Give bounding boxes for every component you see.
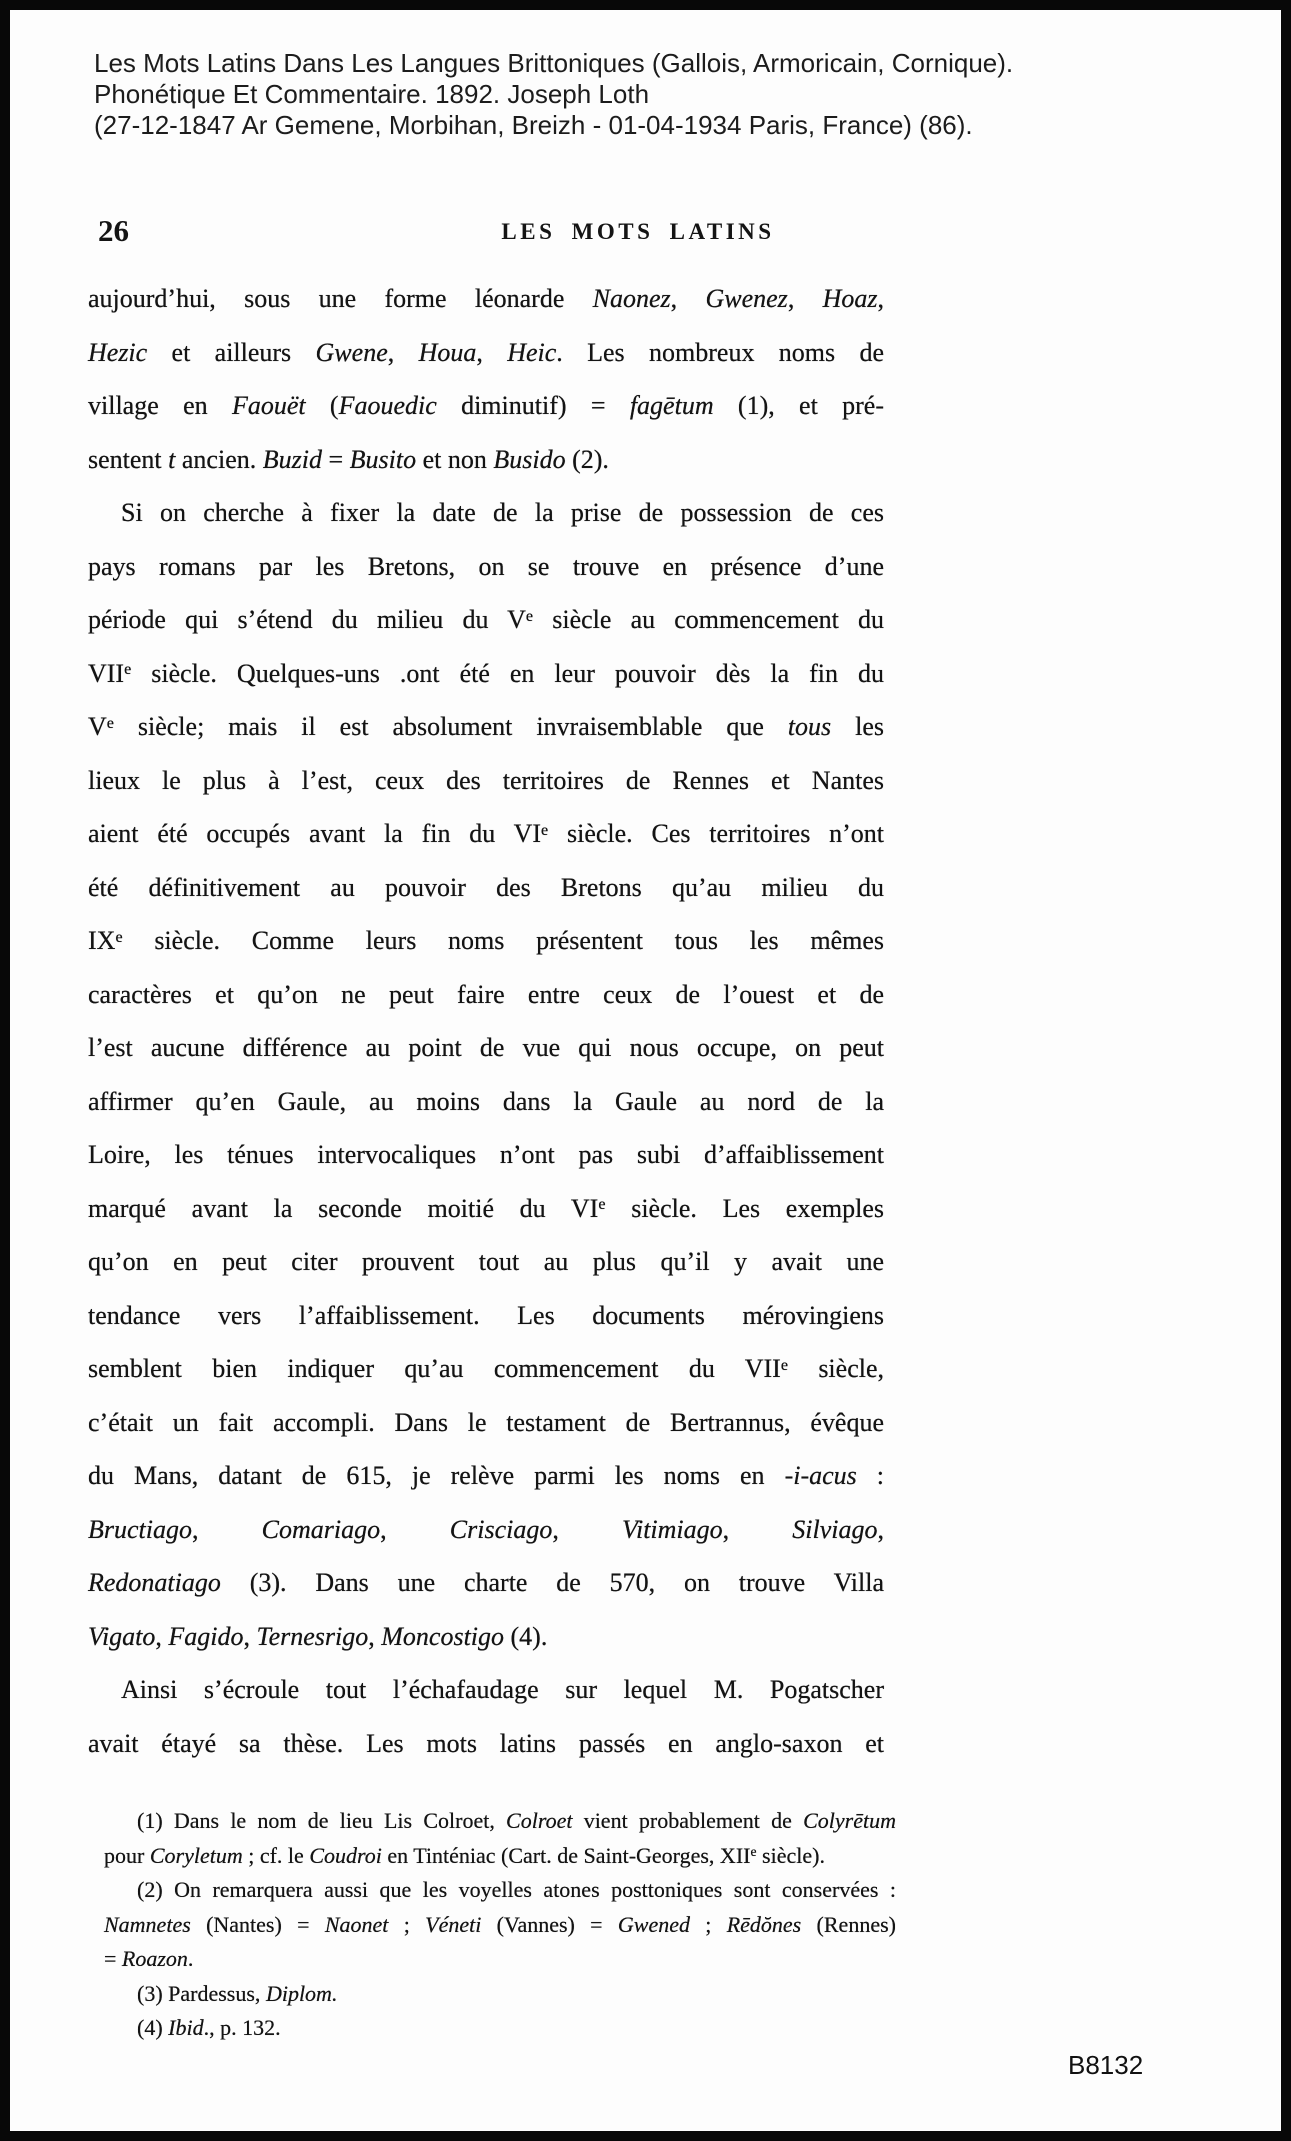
body-text-line: Ainsi s’écroule tout l’échafaudage sur lequel M. Pogatscher [121, 1675, 884, 1704]
body-text-line: Hezic et ailleurs Gwene, Houa, Heic. Les nombreux noms de [88, 337, 885, 367]
bibliographic-header-line-3: (27-12-1847 Ar Gemene, Morbihan, Breizh - 01-04-1934 Paris, France) (86). [94, 110, 973, 140]
body-text-line: Redonatiago (3). Dans une charte de 570, on trouve Villa [88, 1568, 884, 1597]
body-text [88, 272, 884, 1770]
body-text-line: sentent t ancien. Buzid = Busito et non Busido (2). [88, 444, 609, 474]
body-text-line: caractères et qu’on ne peut faire entre ceux de l’ouest et de [88, 979, 884, 1009]
catalog-number: B8132 [1068, 2050, 1144, 2080]
footnote-line: (1) Dans le nom de lieu Lis Colroet, Colroet vient probablement de Colyrētum [137, 1808, 896, 1833]
body-text-line: Vigato, Fagido, Ternesrigo, Moncostigo (4). [88, 1621, 548, 1651]
body-text-line: qu’on en peut citer prouvent tout au plus qu’il y avait une [88, 1247, 884, 1276]
body-text-line: IXe siècle. Comme leurs noms présentent tous les mêmes [88, 926, 884, 955]
footnote-line: (4) Ibid., p. 132. [137, 2015, 281, 2040]
page-number: 26 [98, 213, 129, 248]
bibliographic-header [94, 48, 1013, 141]
body-text-line: pays romans par les Bretons, on se trouve en présence d’une [88, 551, 884, 581]
body-text-line: village en Faouët (Faouedic diminutif) = fagētum (1), et pré- [88, 391, 884, 420]
body-text-line: Bructiago, Comariago, Crisciago, Vitimiago, Silviago, [88, 1514, 885, 1544]
body-text-line: marqué avant la seconde moitié du VIe siècle. Les exemples [88, 1193, 884, 1223]
body-text-line: Loire, les ténues intervocaliques n’ont pas subi d’affaiblissement [88, 1140, 884, 1169]
body-text-line: Ve siècle; mais il est absolument invraisemblable que tous les [88, 712, 884, 741]
footnote-line: = Roazon. [104, 1946, 194, 1971]
running-title: LES MOTS LATINS [501, 219, 775, 244]
bibliographic-header-line-2: Phonétique Et Commentaire. 1892. Joseph Loth [94, 79, 650, 109]
body-text-line: c’était un fait accompli. Dans le testament de Bertrannus, évêque [88, 1407, 884, 1437]
body-text-line: VIIe siècle. Quelques-uns .ont été en leur pouvoir dès la fin du [88, 658, 884, 688]
body-text-line: tendance vers l’affaiblissement. Les documents mérovingiens [88, 1300, 884, 1330]
body-text-line: du Mans, datant de 615, je relève parmi les noms en -i-acus : [88, 1461, 884, 1490]
footnotes [104, 1804, 896, 2046]
body-text-line: avait étayé sa thèse. Les mots latins passés en anglo-saxon et [88, 1728, 884, 1758]
body-text-line: l’est aucune différence au point de vue qui nous occupe, on peut [88, 1033, 884, 1062]
body-text-line: aient été occupés avant la fin du VIe siècle. Ces territoires n’ont [88, 819, 885, 848]
footnote-line: pour Coryletum ; cf. le Coudroi en Tinténiac (Cart. de Saint-Georges, XIIe siècle). [104, 1842, 825, 1868]
bibliographic-header-line-1: Les Mots Latins Dans Les Langues Brittoniques (Gallois, Armoricain, Cornique). [94, 48, 1014, 78]
body-text-line: affirmer qu’en Gaule, au moins dans la Gaule au nord de la [88, 1086, 884, 1116]
footnote-line: (2) On remarquera aussi que les voyelles atones posttoniques sont conservées : [137, 1877, 896, 1902]
body-text-line: semblent bien indiquer qu’au commencement du VIIe siècle, [88, 1354, 885, 1383]
footnote-line: (3) Pardessus, Diplom. [137, 1980, 338, 2006]
footnote-line: Namnetes (Nantes) = Naonet ; Véneti (Vannes) = Gwened ; Rēdŏnes (Rennes) [104, 1911, 896, 1937]
body-text-line: période qui s’étend du milieu du Ve siècle au commencement du [88, 605, 884, 634]
body-text-line: Si on cherche à fixer la date de la prise de possession de ces [121, 498, 884, 527]
body-text-line: lieux le plus à l’est, ceux des territoires de Rennes et Nantes [88, 765, 884, 795]
body-text-line: été définitivement au pouvoir des Bretons qu’au milieu du [88, 872, 884, 902]
body-text-line: aujourd’hui, sous une forme léonarde Naonez, Gwenez, Hoaz, [88, 284, 885, 313]
